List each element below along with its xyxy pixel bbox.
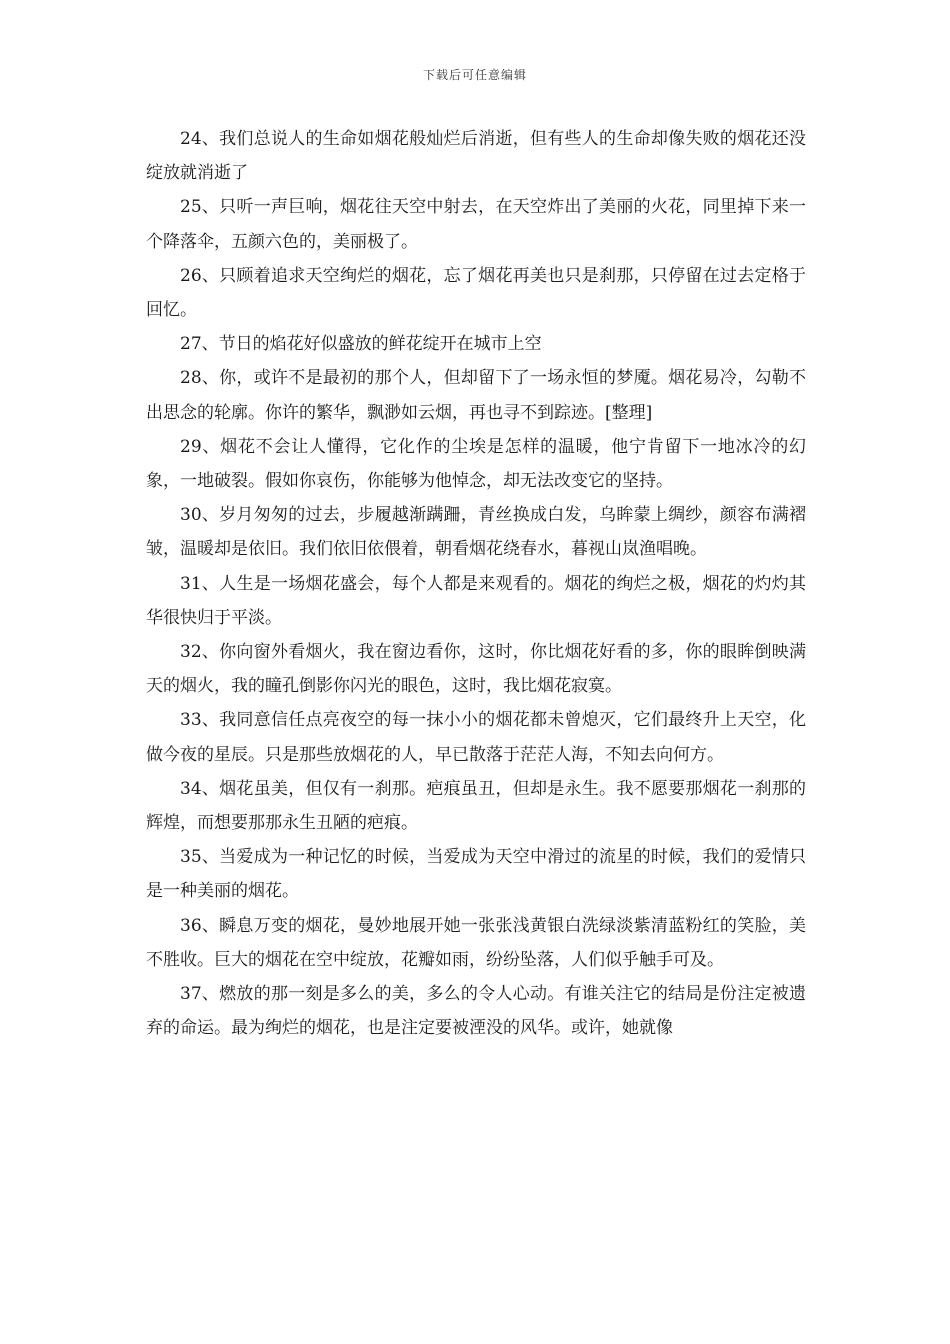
paragraph-32: 32、你向窗外看烟火，我在窗边看你，这时，你比烟花好看的多，你的眼眸倒映满天的烟火，我的瞳孔倒影你闪光的眼色，这时，我比烟花寂寞。 [146,642,806,697]
paragraph-28: 28、你，或许不是最初的那个人，但却留下了一场永恒的梦魇。烟花易冷，勾勒不出思念的轮廓。你许的繁华，飘渺如云烟，再也寻不到踪迹。[整理] [146,368,806,423]
paragraph-29: 29、烟花不会让人懂得，它化作的尘埃是怎样的温暖，他宁肯留下一地冰冷的幻象，一地破裂。假如你哀伤，你能够为他悼念，却无法改变它的坚持。 [146,436,806,492]
paragraph-30: 30、岁月匆匆的过去，步履越渐蹒跚，青丝换成白发，乌眸蒙上绸纱，颜容布满褶皱，温暖却是依旧。我们依旧依偎着，朝看烟花绕春水，暮视山岚渔唱晚。 [146,505,806,560]
paragraph-26: 26、只顾着追求天空绚烂的烟花，忘了烟花再美也只是刹那，只停留在过去定格于回忆。 [146,265,806,321]
paragraph-33: 33、我同意信任点亮夜空的每一抹小小的烟花都未曾熄灭，它们最终升上天空，化做今夜的星辰。只是那些放烟花的人，早已散落于茫茫人海，不知去向何方。 [146,710,806,765]
paragraph-36: 36、瞬息万变的烟花，曼妙地展开她一张张浅黄银白洗绿淡紫清蓝粉红的笑脸，美不胜收。巨大的烟花在空中绽放，花瓣如雨，纷纷坠落，人们似乎触手可及。 [146,915,806,970]
document-body [146,122,806,1045]
paragraph-35: 35、当爱成为一种记忆的时候，当爱成为天空中滑过的流星的时候，我们的爱情只是一种美丽的烟花。 [146,847,806,902]
paragraph-37: 37、燃放的那一刻是多么的美，多么的令人心动。有谁关注它的结局是份注定被遗弃的命运。最为绚烂的烟花，也是注定要被湮没的风华。或许，她就像 [146,984,806,1039]
paragraph-27: 27、节日的焰花好似盛放的鲜花绽开在城市上空 [180,334,542,355]
paragraph-31: 31、人生是一场烟花盛会，每个人都是来观看的。烟花的绚烂之极，烟花的灼灼其华很快归于平淡。 [146,573,806,628]
paragraph-25: 25、只听一声巨响，烟花往天空中射去，在天空炸出了美丽的火花，同里掉下来一个降落伞，五颜六色的，美丽极了。 [146,197,806,252]
paragraph-34: 34、烟花虽美，但仅有一刹那。疤痕虽丑，但却是永生。我不愿要那烟花一刹那的辉煌，而想要那那永生丑陋的疤痕。 [146,778,806,834]
paragraph-24: 24、我们总说人的生命如烟花般灿烂后消逝，但有些人的生命却像失败的烟花还没绽放就消逝了 [146,129,806,184]
page-header-note: 下载后可任意编辑 [422,68,527,82]
